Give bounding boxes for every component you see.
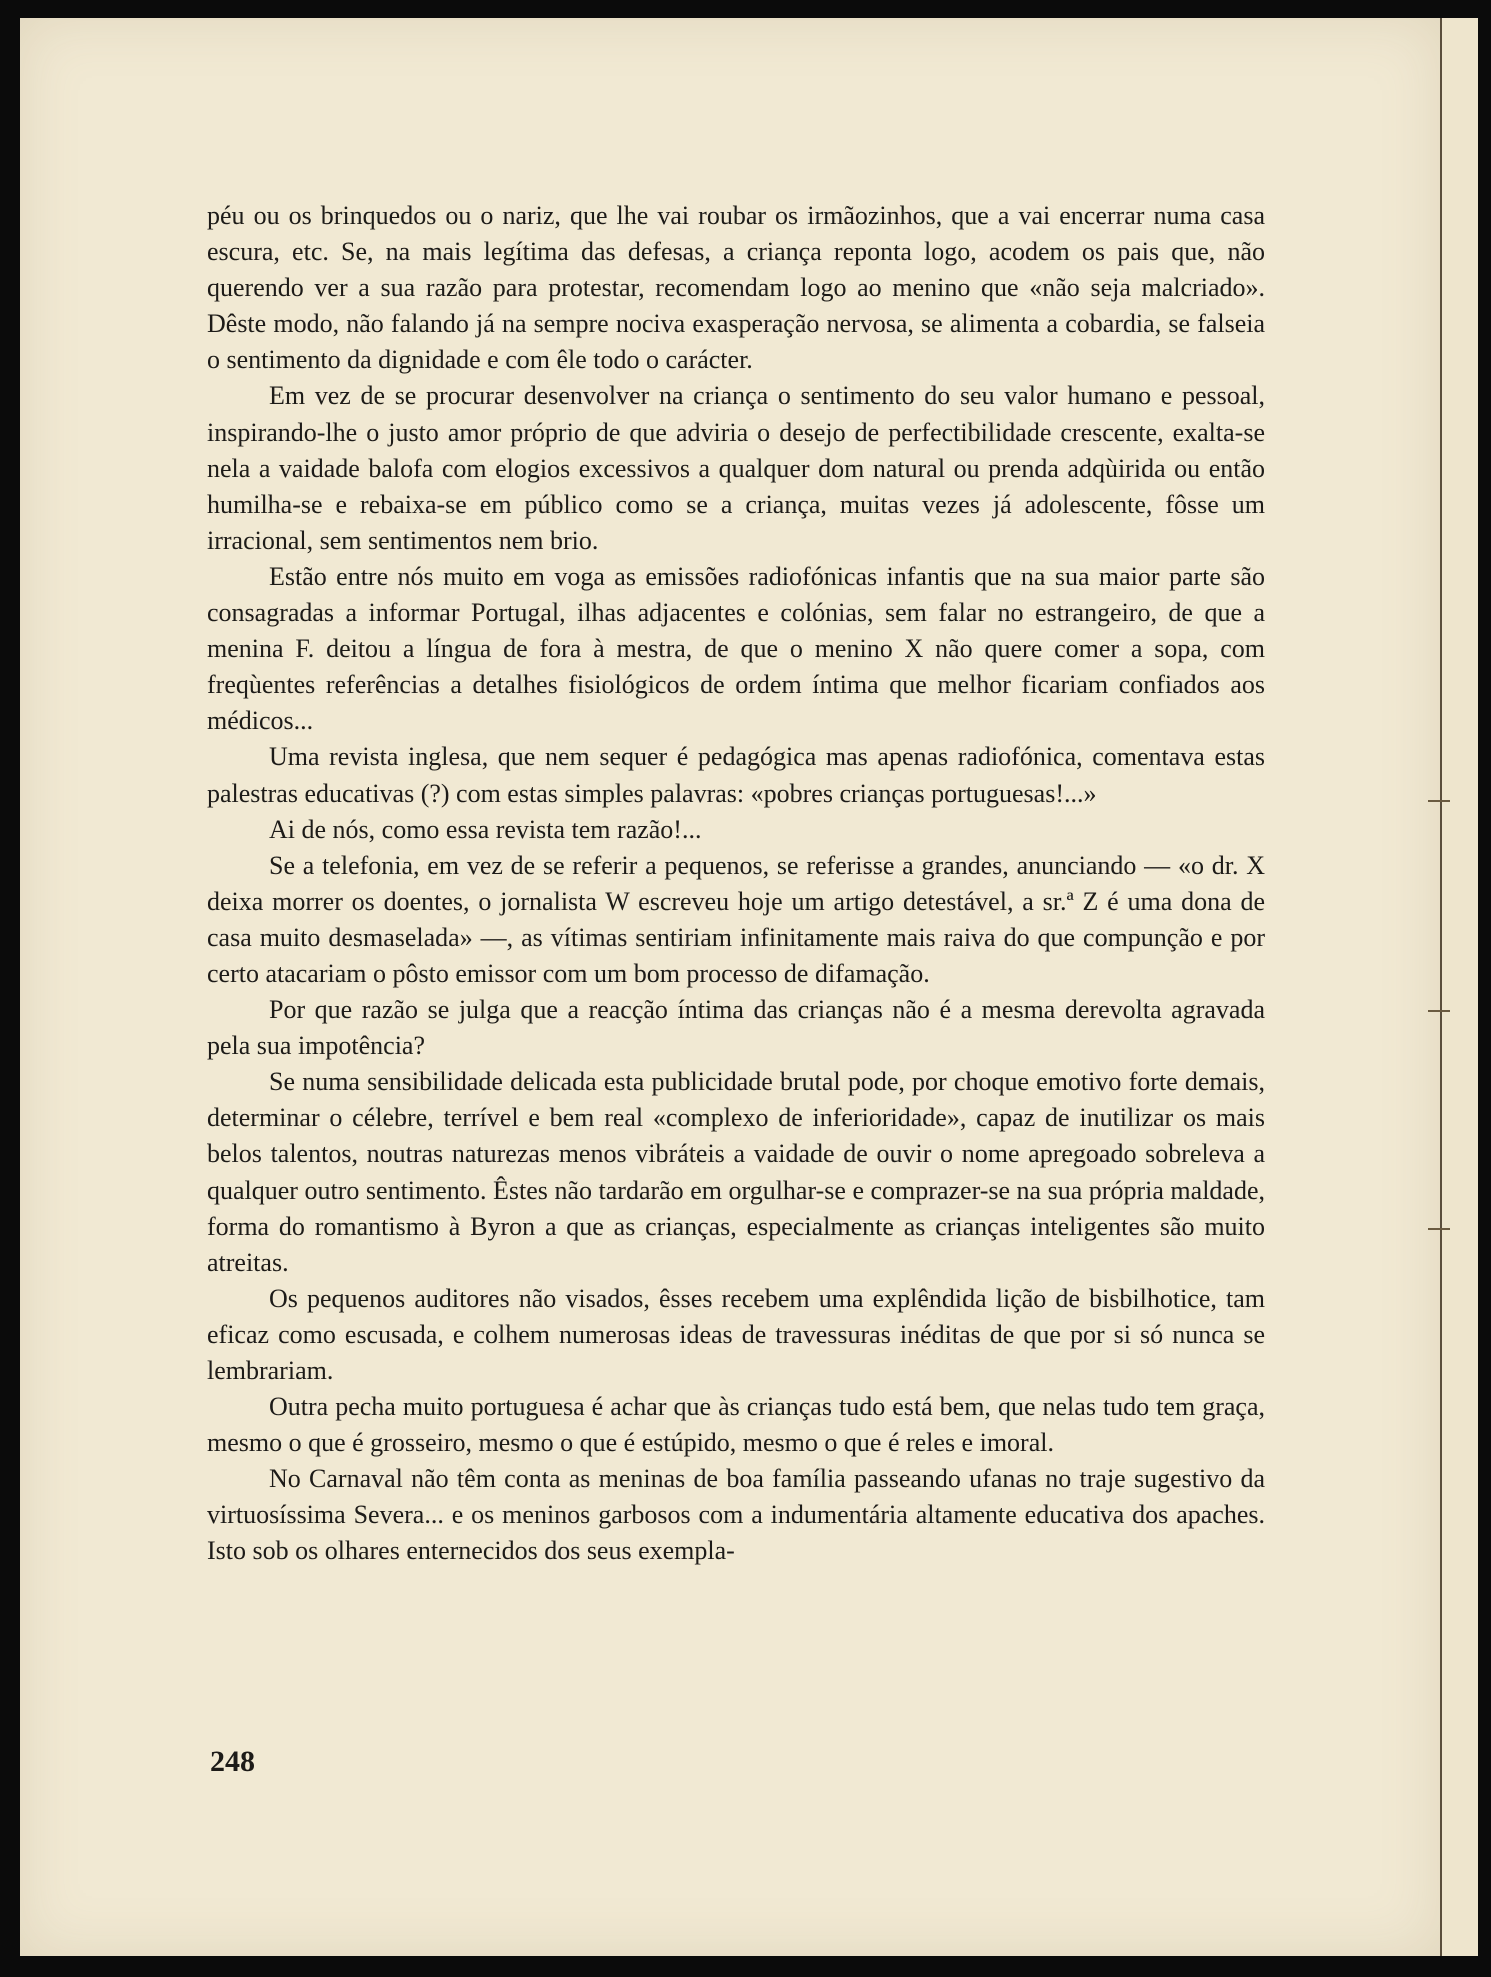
body-text [207, 198, 1265, 1570]
paragraph: Se a telefonia, em vez de se referir a pequenos, se referisse a grandes, anunciando — «o dr. X deixa morrer os doentes, o jornalista W escreveu hoje um artigo detestável, a sr.ª Z é uma dona de casa muito desmaselada» —, as vítimas sentiriam infinitamente mais raiva do que compunção e por certo atacariam o pôsto emissor com um bom processo de difamação. [207, 850, 1265, 988]
paragraph: Outra pecha muito portuguesa é achar que às crianças tudo está bem, que nelas tudo tem graça, mesmo o que é grosseiro, mesmo o que é estúpido, mesmo o que é reles e imoral. [207, 1392, 1265, 1458]
paragraph: Os pequenos auditores não visados, êsses recebem uma explêndida lição de bisbilhotice, tam eficaz como escusada, e colhem numerosas ideas de travessuras inéditas de que por si só nunca se lembrariam. [207, 1283, 1265, 1385]
paragraph: No Carnaval não têm conta as meninas de boa família passeando ufanas no traje sugestivo da virtuosíssima Severa... e os meninos garbosos com a indumentária altamente educativa dos apaches. Isto sob os olhares enternecidos dos seus exempla- [207, 1464, 1265, 1566]
page-number: 248 [210, 1745, 255, 1778]
page-edge-mark [1428, 1010, 1450, 1012]
paragraph: Ai de nós, como essa revista tem razão!... [269, 814, 702, 844]
paragraph: Por que razão se julga que a reacção íntima das crianças não é a mesma derevolta agravada pela sua impotência? [207, 995, 1265, 1061]
paragraph: péu ou os brinquedos ou o nariz, que lhe vai roubar os irmãozinhos, que a vai encerrar numa casa escura, etc. Se, na mais legítima das defesas, a criança reponta logo, acodem os pais que, não querendo ver a sua razão para protestar, recomendam logo ao menino que «não seja malcriado». Dêste modo, não falando já na sempre nociva exasperação nervosa, se alimenta a cobardia, se falseia o sentimento da dignidade e com êle todo o carácter. [207, 201, 1265, 375]
page-edge-mark [1428, 800, 1450, 802]
page-edge-mark [1428, 1228, 1450, 1230]
paragraph: Estão entre nós muito em voga as emissões radiofónicas infantis que na sua maior parte são consagradas a informar Portugal, ilhas adjacentes e colónias, sem falar no estrangeiro, de que a menina F. deitou a língua de fora à mestra, de que o menino X não quere comer a sopa, com freqùentes referências a detalhes fisiológicos de ordem íntima que melhor ficariam confiados aos médicos... [207, 561, 1265, 736]
paragraph: Em vez de se procurar desenvolver na criança o sentimento do seu valor humano e pessoal, inspirando-lhe o justo amor próprio de que adviria o desejo de perfectibilidade crescente, exalta-se nela a vaidade balofa com elogios excessivos a qualquer dom natural ou prenda adqùirida ou então humilha-se e rebaixa-se em público como se a criança, muitas vezes já adolescente, fôsse um irracional, sem sentimentos nem brio. [207, 381, 1265, 555]
adjacent-page-edge [1440, 18, 1478, 1956]
paragraph: Se numa sensibilidade delicada esta publicidade brutal pode, por choque emotivo forte demais, determinar o célebre, terrível e bem real «complexo de inferioridade», capaz de inutilizar os mais belos talentos, noutras naturezas menos vibráteis a vaidade de ouvir o nome apregoado sobreleva a qualquer outro sentimento. Êstes não tardarão em orgulhar-se e comprazer-se na sua própria maldade, forma do romantismo à Byron a que as crianças, especialmente as crianças inteligentes são muito atreitas. [207, 1067, 1265, 1277]
paragraph: Uma revista inglesa, que nem sequer é pedagógica mas apenas radiofónica, comentava estas palestras educativas (?) com estas simples palavras: «pobres crianças portuguesas!...» [207, 742, 1265, 808]
